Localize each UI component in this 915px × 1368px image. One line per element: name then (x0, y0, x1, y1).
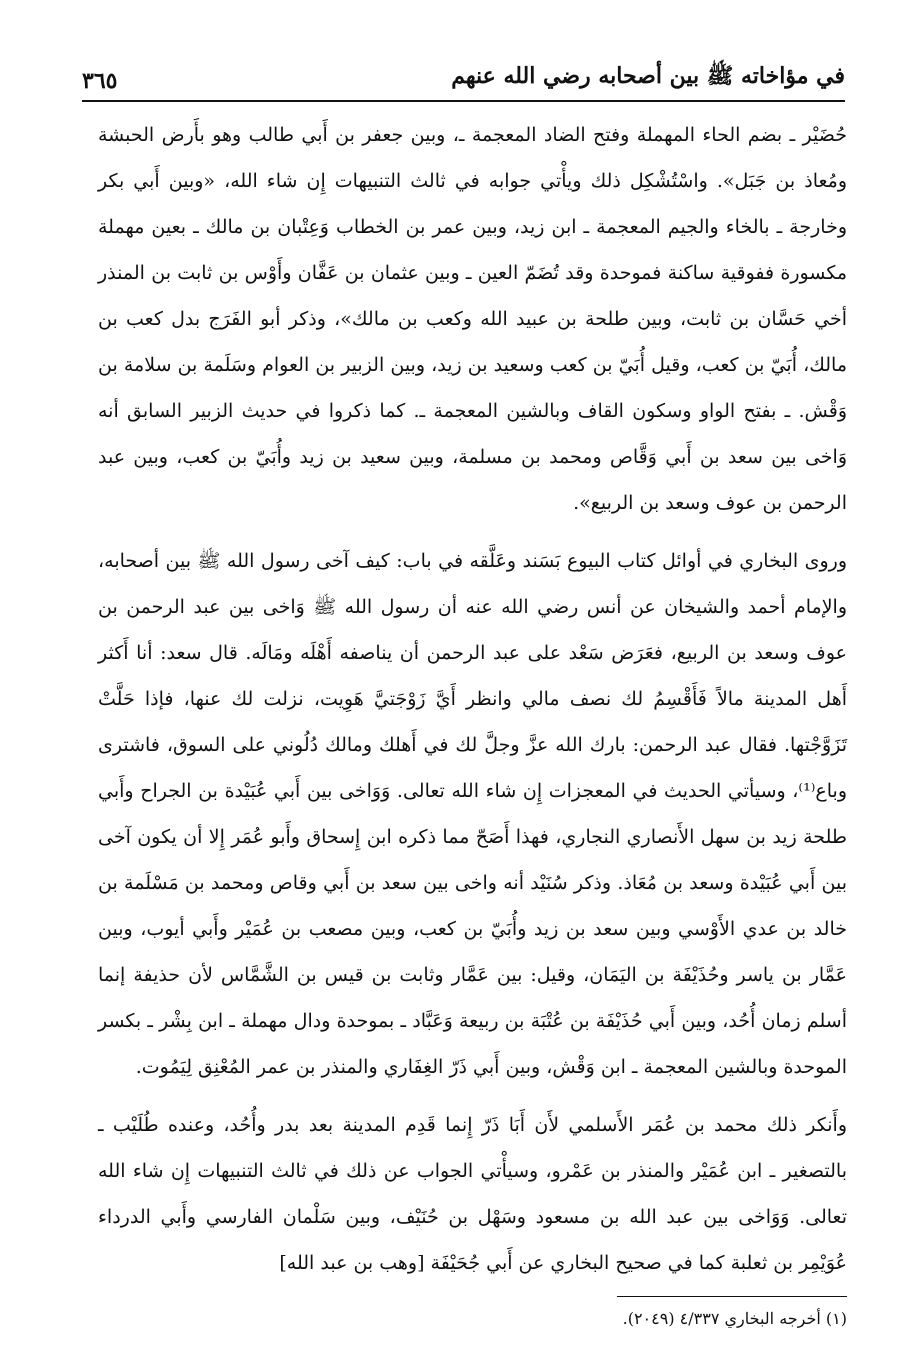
paragraph-3: وأَنكر ذلك محمد بن عُمَر الأَسلمي لأَن أَبَا ذَرّ إِنما قَدِم المدينة بعد بدر وأُحُد، وعنده طُلَيْب ـ بالتصغير ـ ابن عُمَيْر والمنذر بن عَمْرو، وسيأْتي الجواب عن ذلك في ثالث التنبيهات إِن شاء الله تعالى. وَوَاخى بين عبد الله بن مسعود وسَهْل بن حُنَيْف، وبين سَلْمان الفارسي وأَبي الدرداء عُوَيْمِر بن ثعلبة كما في صحيح البخاري عن أَبي جُحَيْفَة [وهب بن عبد الله] (98, 1114, 847, 1274)
page-header (82, 50, 845, 102)
footnote-divider (617, 1296, 847, 1297)
page-number: ٣٦٥ (82, 68, 118, 94)
paragraph-1: حُضَيْر ـ بضم الحاء المهملة وفتح الضاد المعجمة ـ، وبين جعفر بن أَبي طالب وهو بأَرض الحبشة ومُعاذ بن جَبَل». واسْتُشْكِل ذلك ويأْتي جوابه في ثالث التنبيهات إِن شاء الله، «وبين أَبي بكر وخارجة ـ بالخاء والجيم المعجمة ـ ابن زيد، وبين عمر بن الخطاب وَعِتْبان بن مالك ـ بعين مهملة مكسورة ففوقية ساكنة فموحدة وقد تُضَمّ العين ـ وبين عثمان بن عَفَّان وأَوْس بن ثابت بن المنذر أخي حَسَّان بن ثابت، وبين طلحة بن عبيد الله وكعب بن مالك»، وذكر أبو الفَرَج بدل كعب بن مالك، أُبَيّ بن كعب، وقيل أُبَيّ بن كعب وسعيد بن زيد، وبين الزبير بن العوام وسَلَمة بن سلامة بن وَقْش. ـ بفتح الواو وسكون القاف وبالشين المعجمة ـ. كما ذكروا في حديث الزبير السابق أنه وَاخى بين سعد بن أَبي وَقَّاص ومحمد بن مسلمة، وبين سعيد بن زيد وأُبَيّ بن كعب، وبين عبد الرحمن بن عوف وسعد بن الربيع». (98, 124, 847, 514)
running-title: في مؤاخاته ﷺ بين أصحابه رضي الله عنهم (451, 63, 845, 89)
body-text (98, 112, 847, 1286)
paragraph-2: وروى البخاري في أوائل كتاب البيوع بَسَند وعَلَّقه في باب: كيف آخى رسول الله ﷺ بين أصحابه، والإمام أحمد والشيخان عن أنس رضي الله عنه أن رسول الله ﷺ وَاخى بين عبد الرحمن بن عوف وسعد بن الربيع، فعَرَض سَعْد على عبد الرحمن أن يناصفه أَهْلَه ومَالَه. قال سعد: أنا أَكثر أَهل المدينة مالاً فَأَقْسِمُ لك نصف مالي وانظر أَيَّ زَوْجَتيَّ هَوِيت، نزلت لك عنها، فإذا حَلَّتْ تَزَوَّجْتها. فقال عبد الرحمن: بارك الله عزَّ وجلَّ لك في أَهلك ومالك دُلُوني على السوق، فاشترى وباع⁽¹⁾، وسيأتي الحديث في المعجزات إِن شاء الله تعالى. وَوَاخى بين أَبي عُبَيْدة بن الجراح وأَبي طلحة زيد بن سهل الأَنصاري النجاري، فهذا أَصَحّ مما ذكره ابن إِسحاق وأَبو عُمَر إِلا أن يكون آخى بين أَبي عُبَيْدة وسعد بن مُعَاذ. وذكر سُنَيْد أنه واخى بين سعد بن أَبي وقاص ومحمد بن مَسْلَمة بن خالد بن عدي الأَوْسي وبين سعد بن زيد وأُبَيّ بن كعب، وبين مصعب بن عُمَيْر وأَبي أيوب، وبين عَمَّار بن ياسر وحُذَيْفَة بن اليَمَان، وقيل: بين عَمَّار وثابت بن قيس بن الشَّمَّاس لأن حذيفة إنما أسلم زمان أُحُد، وبين أَبي حُذَيْفَة بن عُتْبَة بن ربيعة وَعَبَّاد ـ بموحدة ودال مهملة ـ ابن بِشْر ـ بكسر الموحدة وبالشين المعجمة ـ ابن وَقْش، وبين أَبي ذَرّ الغِفَاري والمنذر بن عمر المُعْنِق لِيَمُوت. (98, 550, 847, 1078)
footnote: (١) أخرجه البخاري ٤/٣٣٧ (٢٠٤٩). (622, 1309, 847, 1328)
